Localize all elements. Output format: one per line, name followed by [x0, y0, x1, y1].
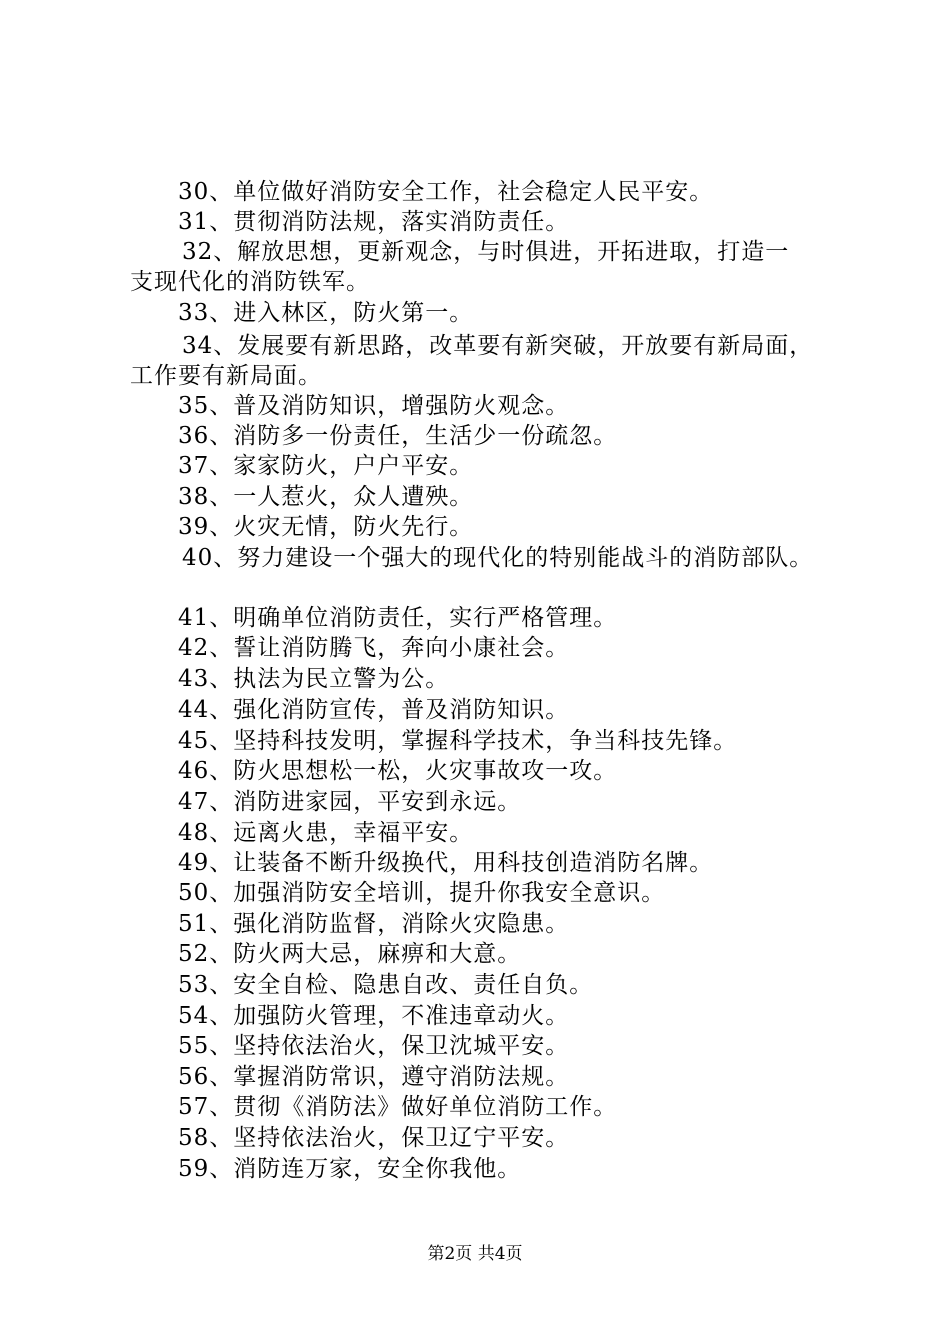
slogan-39: 39、火灾无情，防火先行。 — [178, 514, 474, 540]
slogan-43: 43、执法为民立警为公。 — [178, 666, 450, 692]
slogan-54: 54、加强防火管理，不准违章动火。 — [178, 1003, 570, 1029]
slogan-49: 49、让装备不断升级换代，用科技创造消防名牌。 — [178, 850, 714, 876]
slogan-45: 45、坚持科技发明，掌握科学技术，争当科技先锋。 — [178, 728, 738, 754]
slogan-35: 35、普及消防知识，增强防火观念。 — [178, 393, 570, 419]
slogan-30: 30、单位做好消防安全工作，社会稳定人民平安。 — [178, 179, 714, 205]
slogan-52: 52、防火两大忌，麻痹和大意。 — [178, 941, 522, 967]
page-footer: 第2页 共4页 — [427, 1244, 523, 1264]
slogan-38: 38、一人惹火，众人遭殃。 — [178, 484, 474, 510]
slogan-41: 41、明确单位消防责任，实行严格管理。 — [178, 605, 618, 631]
slogan-44: 44、强化消防宣传，普及消防知识。 — [178, 697, 570, 723]
slogan-36: 36、消防多一份责任，生活少一份疏忽。 — [178, 423, 618, 449]
slogan-34: 34、发展要有新思路，改革要有新突破，开放要有新局面， — [182, 333, 814, 359]
slogan-47: 47、消防进家园，平安到永远。 — [178, 789, 522, 815]
slogan-50: 50、加强消防安全培训，提升你我安全意识。 — [178, 880, 666, 906]
slogan-53: 53、安全自检、隐患自改、责任自负。 — [178, 972, 594, 998]
slogan-51: 51、强化消防监督，消除火灾隐患。 — [178, 911, 570, 937]
slogan-48: 48、远离火患，幸福平安。 — [178, 820, 474, 846]
slogan-57: 57、贯彻《消防法》做好单位消防工作。 — [178, 1094, 618, 1120]
slogan-40: 40、努力建设一个强大的现代化的特别能战斗的消防部队。 — [182, 545, 814, 571]
slogan-55: 55、坚持依法治火，保卫沈城平安。 — [178, 1033, 570, 1059]
slogan-31: 31、贯彻消防法规，落实消防责任。 — [178, 209, 570, 235]
slogan-42: 42、誓让消防腾飞，奔向小康社会。 — [178, 635, 570, 661]
slogan-56: 56、掌握消防常识，遵守消防法规。 — [178, 1064, 570, 1090]
slogan-37: 37、家家防火，户户平安。 — [178, 453, 474, 479]
slogan-32: 32、解放思想，更新观念，与时俱进，开拓进取，打造一 — [182, 239, 790, 265]
slogan-34-continued: 工作要有新局面。 — [130, 363, 322, 389]
slogan-59: 59、消防连万家，安全你我他。 — [178, 1156, 522, 1182]
slogan-33: 33、进入林区，防火第一。 — [178, 300, 474, 326]
slogan-32-continued: 支现代化的消防铁军。 — [130, 269, 370, 295]
slogan-58: 58、坚持依法治火，保卫辽宁平安。 — [178, 1125, 570, 1151]
slogan-46: 46、防火思想松一松，火灾事故攻一攻。 — [178, 758, 618, 784]
